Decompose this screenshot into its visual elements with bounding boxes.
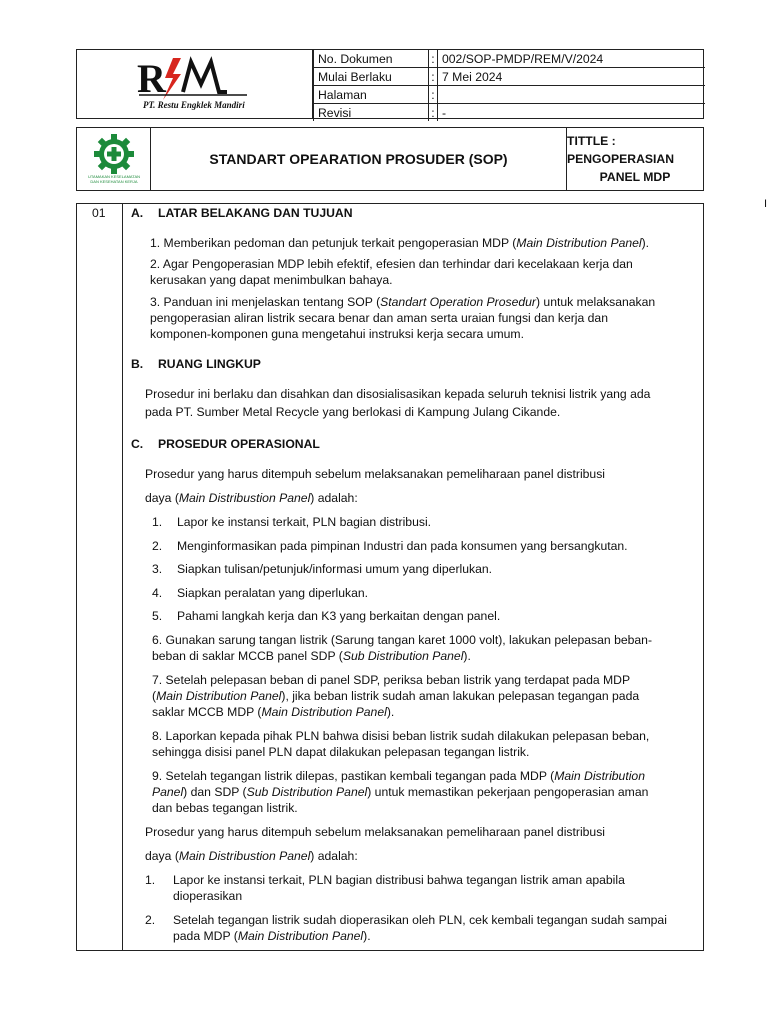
meta-colon: : — [429, 68, 438, 86]
step-number: 1. — [152, 515, 163, 529]
text-run: ). — [363, 929, 371, 943]
row-number-column — [77, 204, 123, 950]
section-c-intro — [145, 490, 358, 506]
meta-label: Halaman — [314, 86, 429, 104]
section-a-line — [150, 235, 649, 251]
document-title-line1: TITTLE : PENGOPERASIAN — [567, 134, 674, 166]
text-run: ). — [386, 705, 395, 719]
meta-label: Revisi — [314, 104, 429, 122]
meta-value — [438, 86, 706, 104]
step-number: 2. — [145, 913, 156, 927]
section-a-line: 2. Agar Pengoperasian MDP lebih efektif, efesien dan terhindar dari kecelakaan kerja dan — [150, 257, 633, 271]
section-c-heading: PROSEDUR OPERASIONAL — [158, 437, 320, 451]
meta-label: No. Dokumen — [314, 50, 429, 68]
section-c-intro: Prosedur yang harus ditempuh sebelum melaksanakan pemeliharaan panel distribusi — [145, 467, 606, 481]
text-run: ( — [152, 689, 157, 703]
text-run: ) untuk memastikan pekerjaan pengoperasian aman — [367, 785, 649, 799]
step-text — [152, 648, 471, 664]
section-b-line: pada PT. Sumber Metal Recycle yang berlokasi di Kampung Julang Cikande. — [145, 405, 561, 419]
text-run: daya ( — [145, 849, 179, 863]
step-text: Menginformasikan pada pimpinan Industri dan pada konsumen yang bersangkutan. — [177, 539, 628, 553]
sop-title-header — [76, 127, 704, 191]
text-run-italic: Main Distribution Panel — [237, 929, 364, 943]
rem-logo — [77, 50, 313, 118]
k3-logo-text: UTAMAKAN KESELAMATAN — [87, 174, 141, 179]
text-run-italic: Sub Distribution Panel — [246, 785, 368, 799]
text-run: 3. Panduan ini menjelaskan tentang SOP ( — [150, 295, 381, 309]
step-text: 8. Laporkan kepada pihak PLN bahwa disisi beban listrik sudah dilakukan pelepasan beban, — [152, 729, 650, 743]
company-logo-cell — [77, 50, 313, 118]
section-b-heading: RUANG LINGKUP — [158, 357, 261, 371]
step-text: Lapor ke instansi terkait, PLN bagian distribusi. — [177, 515, 432, 529]
text-run: ). — [641, 236, 650, 250]
text-run: beban di saklar MCCB panel SDP ( — [152, 649, 343, 663]
section-a-line: komponen-komponen guna mengetahui instruksi kerja secara umum. — [150, 327, 524, 341]
text-run: daya ( — [145, 491, 179, 505]
meta-colon: : — [429, 50, 438, 68]
section-a-line: kerusakan yang dapat menimbulkan bahaya. — [150, 273, 393, 287]
section-a-letter: A. — [131, 206, 144, 220]
stray-mark: I — [764, 198, 768, 210]
k3-gear-cross-icon — [77, 128, 151, 190]
text-run-italic: Main Distribution Panel — [261, 705, 387, 719]
text-run: pada MDP ( — [173, 929, 238, 943]
step-text: 6. Gunakan sarung tangan listrik (Sarung tangan karet 1000 volt), lakukan pelepasan beban- — [152, 633, 653, 647]
section-b-letter: B. — [131, 357, 144, 371]
step-number: 1. — [145, 873, 156, 887]
meta-value: - — [438, 104, 706, 122]
meta-colon: : — [429, 86, 438, 104]
text-run-italic: Main Distribution Panel — [516, 236, 642, 250]
step-text: Setelah tegangan listrik sudah dioperasikan oleh PLN, cek kembali tegangan sudah sampai — [173, 913, 667, 927]
text-run: ) adalah: — [310, 491, 358, 505]
step-text: Siapkan tulisan/petunjuk/informasi umum yang diperlukan. — [177, 562, 493, 576]
text-run-italic: Main Distribustion Panel — [178, 849, 311, 863]
step-text — [152, 784, 648, 800]
rem-logo-r: R — [137, 56, 166, 101]
document-meta-table — [313, 50, 705, 121]
step-text: dan bebas tegangan listrik. — [152, 801, 298, 815]
step-text: sehingga disisi panel PLN dapat dilakukan pelepasan tegangan listrik. — [152, 745, 530, 759]
meta-label: Mulai Berlaku — [314, 68, 429, 86]
step-number: 3. — [152, 562, 163, 576]
section-c-intro — [145, 848, 358, 864]
section-b-line: Prosedur ini berlaku dan disahkan dan disosialisasikan kepada seluruh teknisi listrik yang ada — [145, 387, 651, 401]
text-run: ) dan SDP ( — [183, 785, 247, 799]
meta-row — [314, 104, 706, 122]
text-run-italic: Standart Operation Prosedur — [380, 295, 536, 309]
text-run-italic: Panel — [152, 785, 184, 799]
meta-row — [314, 50, 706, 68]
meta-value: 002/SOP-PMDP/REM/V/2024 — [438, 50, 706, 68]
text-run: ) adalah: — [310, 849, 358, 863]
rem-logo-m — [183, 62, 227, 92]
text-run: ). — [463, 649, 471, 663]
document-title — [567, 128, 703, 190]
step-text — [152, 768, 645, 784]
text-run: ) untuk melaksanakan — [535, 295, 656, 309]
text-run: saklar MCCB MDP ( — [152, 705, 262, 719]
meta-row — [314, 86, 706, 104]
meta-value: 7 Mei 2024 — [438, 68, 706, 86]
sop-title: STANDART OPEARATION PROSUDER (SOP) — [151, 128, 567, 190]
step-text: Lapor ke instansi terkait, PLN bagian distribusi bahwa tegangan listrik aman apabila — [173, 873, 625, 887]
step-text — [152, 688, 639, 704]
step-number: 5. — [152, 609, 163, 623]
meta-row — [314, 68, 706, 86]
step-text — [152, 704, 394, 720]
text-run-italic: Sub Distribution Panel — [342, 649, 464, 663]
section-c-intro: Prosedur yang harus ditempuh sebelum melaksanakan pemeliharaan panel distribusi — [145, 825, 606, 839]
k3-logo-text: DAN KESEHATAN KERJA — [90, 179, 138, 184]
meta-colon: : — [429, 104, 438, 122]
section-c-letter: C. — [131, 437, 144, 451]
step-number: 2. — [152, 539, 163, 553]
section-a-heading: LATAR BELAKANG DAN TUJUAN — [158, 206, 353, 220]
section-a-line — [150, 294, 655, 310]
step-text: dioperasikan — [173, 889, 243, 903]
step-text: Pahami langkah kerja dan K3 yang berkaitan dengan panel. — [177, 609, 501, 623]
row-number: 01 — [92, 206, 106, 220]
text-run: 1. Memberikan pedoman dan petunjuk terkait pengoperasian MDP ( — [150, 236, 517, 250]
text-run: 9. Setelah tegangan listrik dilepas, pastikan kembali tegangan pada MDP ( — [152, 769, 555, 783]
document-header — [76, 49, 704, 119]
text-run-italic: Main Distribution Panel — [156, 689, 282, 703]
step-text — [173, 928, 371, 944]
text-run-italic: Main Distribustion Panel — [178, 491, 311, 505]
company-name: PT. Restu Engklek Mandiri — [143, 100, 245, 110]
k3-logo-cell — [77, 128, 151, 190]
document-title-line2: PANEL MDP — [599, 170, 671, 184]
step-text: 7. Setelah pelepasan beban di panel SDP, periksa beban listrik yang terdapat pada MDP — [152, 673, 631, 687]
text-run: ), jika beban listrik sudah aman lakukan pelepasan tegangan pada — [281, 689, 640, 703]
step-number: 4. — [152, 586, 163, 600]
text-run-italic: Main Distribution — [554, 769, 645, 783]
section-a-line: pengoperasian aliran listrik secara benar dan aman serta uraian fungsi dan kerja dan — [150, 311, 608, 325]
step-text: Siapkan peralatan yang diperlukan. — [177, 586, 369, 600]
